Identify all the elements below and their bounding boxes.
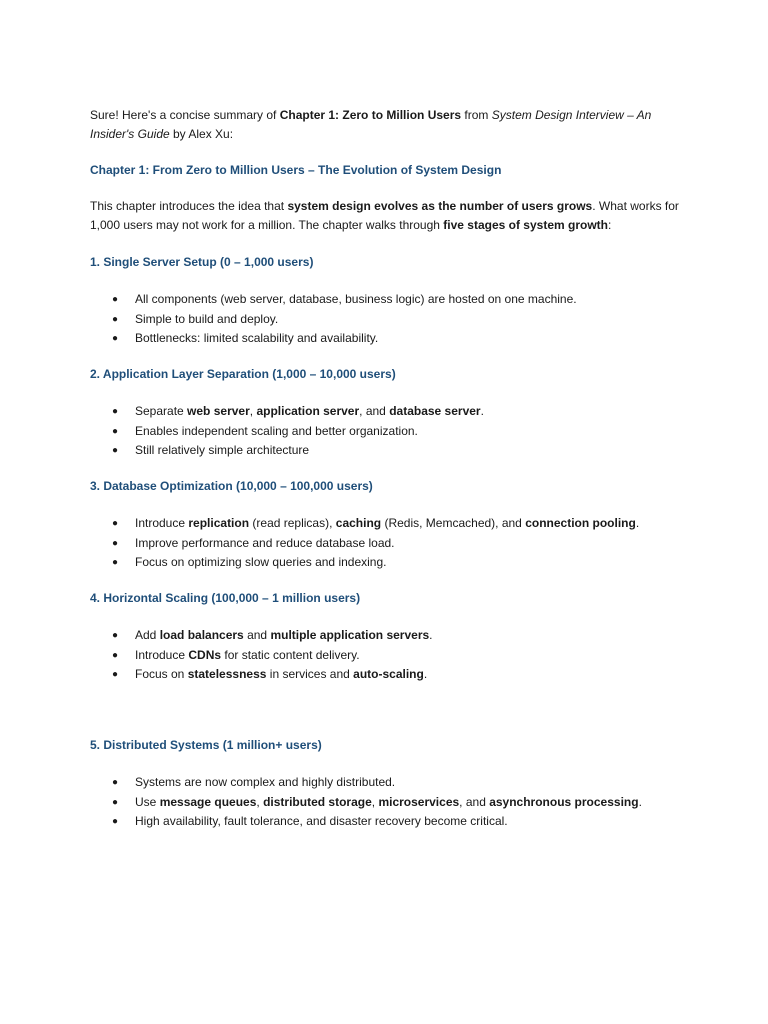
bullet-icon: ● [112, 294, 119, 305]
intro-chapter-name: Chapter 1: Zero to Million Users [279, 108, 462, 122]
list-item-text: , [249, 404, 257, 418]
list-item-text: , [371, 794, 379, 809]
section-heading: 2. Application Layer Separation (1,000 – 10,000 users) [90, 367, 396, 381]
list-item [90, 793, 690, 813]
bullet-list [90, 773, 690, 832]
list-item-text: in services and [266, 667, 354, 681]
list-item [90, 646, 690, 666]
intro-text: Sure! Here's a concise summary of [90, 108, 280, 122]
chapter-intro-emphasis: five stages of system growth [443, 218, 608, 232]
bullet-icon: ● [112, 425, 119, 437]
list-item-emphasis: auto-scaling [353, 667, 424, 681]
list-item [90, 812, 690, 832]
list-item-emphasis: connection pooling [525, 516, 636, 530]
bullet-icon: ● [112, 333, 119, 344]
chapter-intro-paragraph [90, 197, 690, 235]
chapter-intro-text: . What works for 1,000 users may not work for a million. The chapter walks through [90, 199, 679, 232]
bullet-icon: ● [112, 796, 119, 808]
list-item [90, 665, 690, 685]
list-item-emphasis: CDNs [188, 647, 222, 662]
list-item-text: (read replicas), [249, 516, 336, 530]
list-item-text: Introduce [135, 516, 189, 530]
bullet-icon: ● [112, 777, 119, 788]
list-item-text: for static content delivery. [221, 647, 360, 662]
bullet-list [90, 626, 690, 685]
bullet-icon: ● [112, 518, 119, 529]
chapter-intro-emphasis: system design evolves as the number of users grows [287, 199, 593, 213]
bullet-icon: ● [112, 406, 119, 417]
bullet-icon: ● [112, 816, 119, 827]
list-item [90, 553, 690, 573]
list-item-text: Separate [135, 404, 188, 418]
chapter-intro-text: : [608, 218, 612, 232]
list-item [90, 290, 690, 310]
bullet-list [90, 290, 690, 349]
list-item-emphasis: database server [389, 404, 481, 418]
list-item-text: (Redis, Memcached), and [381, 516, 526, 530]
list-item-text: All components (web server, database, business logic) are hosted on one machine. [135, 292, 577, 306]
section-heading: 3. Database Optimization (10,000 – 100,000 users) [90, 479, 373, 493]
section-heading: 5. Distributed Systems (1 million+ users) [90, 738, 322, 752]
list-item-text: . [423, 667, 428, 681]
list-item-text: Add [135, 628, 160, 642]
list-item-text: Enables independent scaling and better organization. [135, 423, 418, 438]
bullet-icon: ● [112, 669, 119, 680]
bullet-list [90, 402, 690, 461]
chapter-intro-text: This chapter introduces the idea that [90, 199, 288, 213]
intro-book-title: System Design Interview – An Insider's Guide [90, 108, 652, 141]
list-item-text: . [638, 794, 642, 809]
list-item-emphasis: caching [335, 516, 382, 530]
list-item-text: , [256, 794, 264, 809]
list-item-text: Focus on optimizing slow queries and indexing. [135, 555, 387, 569]
intro-paragraph [90, 106, 690, 144]
bullet-icon: ● [112, 445, 119, 456]
list-item-text: Bottlenecks: limited scalability and availability. [135, 331, 379, 345]
list-item [90, 310, 690, 330]
bullet-icon: ● [112, 557, 119, 568]
bullet-icon: ● [112, 313, 119, 325]
list-item-text: Simple to build and deploy. [135, 311, 279, 326]
bullet-list [90, 514, 690, 573]
intro-text: by Alex Xu: [169, 127, 234, 141]
list-item-emphasis: replication [188, 516, 250, 530]
list-item [90, 422, 690, 442]
list-item-emphasis: asynchronous processing [489, 794, 639, 809]
chapter-heading: Chapter 1: From Zero to Million Users – The Evolution of System Design [90, 163, 502, 177]
list-item-text: Systems are now complex and highly distributed. [135, 775, 396, 789]
list-item-text: Still relatively simple architecture [135, 443, 310, 457]
list-item-emphasis: web server [187, 404, 250, 418]
list-item-emphasis: multiple application servers [270, 628, 430, 642]
list-item-emphasis: statelessness [187, 667, 267, 681]
list-item-text: Use [135, 794, 160, 809]
list-item-text: and [243, 628, 271, 642]
list-item-text: . [635, 516, 640, 530]
list-item-emphasis: application server [256, 404, 360, 418]
list-item [90, 514, 690, 534]
list-item-text: , and [359, 404, 390, 418]
list-item-emphasis: microservices [378, 794, 460, 809]
bullet-icon: ● [112, 630, 119, 641]
list-item-text: Focus on [135, 667, 188, 681]
list-item [90, 534, 690, 554]
list-item-text: Introduce [135, 647, 189, 662]
list-item-emphasis: message queues [159, 794, 257, 809]
intro-text: from [461, 108, 492, 122]
list-item [90, 441, 690, 461]
section-heading: 4. Horizontal Scaling (100,000 – 1 million users) [90, 591, 361, 605]
list-item [90, 626, 690, 646]
list-item-text: Improve performance and reduce database load. [135, 535, 395, 550]
list-item-text: High availability, fault tolerance, and disaster recovery become critical. [135, 814, 508, 828]
section-heading: 1. Single Server Setup (0 – 1,000 users) [90, 255, 314, 269]
list-item-emphasis: distributed storage [263, 794, 372, 809]
list-item [90, 402, 690, 422]
list-item [90, 773, 690, 793]
list-item [90, 329, 690, 349]
bullet-icon: ● [112, 537, 119, 549]
list-item-emphasis: load balancers [159, 628, 244, 642]
bullet-icon: ● [112, 649, 119, 661]
list-item-text: , and [459, 794, 490, 809]
list-item-text: . [480, 404, 484, 418]
list-item-text: . [429, 628, 433, 642]
